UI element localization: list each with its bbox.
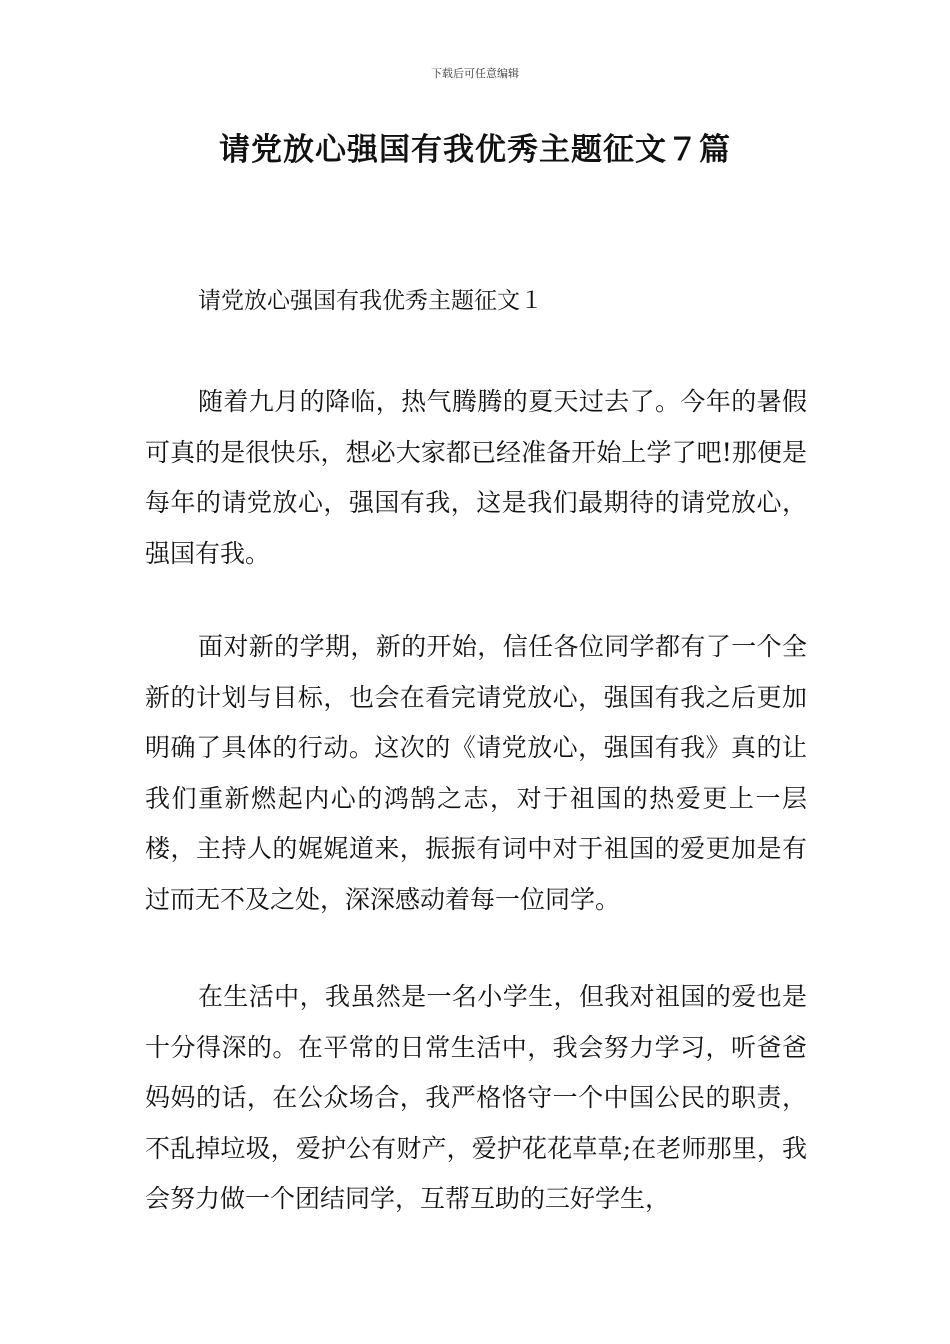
section-title: 请党放心强国有我优秀主题征文１ [198,288,543,314]
document-title: 请党放心强国有我优秀主题征文７篇 [219,132,731,168]
header-note: 下载后可任意编辑 [431,67,519,80]
paragraph-2: 面对新的学期，新的开始，信任各位同学都有了一个全新的计划与目标，也会在看完请党放心，强国有我之后更加明确了具体的行动。这次的《请党放心，强国有我》真的让我们重新燃起内心的鸿鹄之志，对于祖国的热爱更上一层楼，主持人的娓娓道来，振振有词中对于祖国的爱更加是有过而无不及之处，深深感动着每一位同学。 [145,632,807,914]
paragraph-3: 在生活中，我虽然是一名小学生，但我对祖国的爱也是十分得深的。在平常的日常生活中，我会努力学习，听爸爸妈妈的话，在公众场合，我严格恪守一个中国公民的职责，不乱掉垃圾，爱护公有财产，爱护花花草草;在老师那里，我会努力做一个团结同学，互帮互助的三好学生， [145,982,807,1213]
paragraph-1: 随着九月的降临，热气腾腾的夏天过去了。今年的暑假可真的是很快乐，想必大家都已经准备开始上学了吧!那便是每年的请党放心，强国有我，这是我们最期待的请党放心，强国有我。 [145,387,807,568]
